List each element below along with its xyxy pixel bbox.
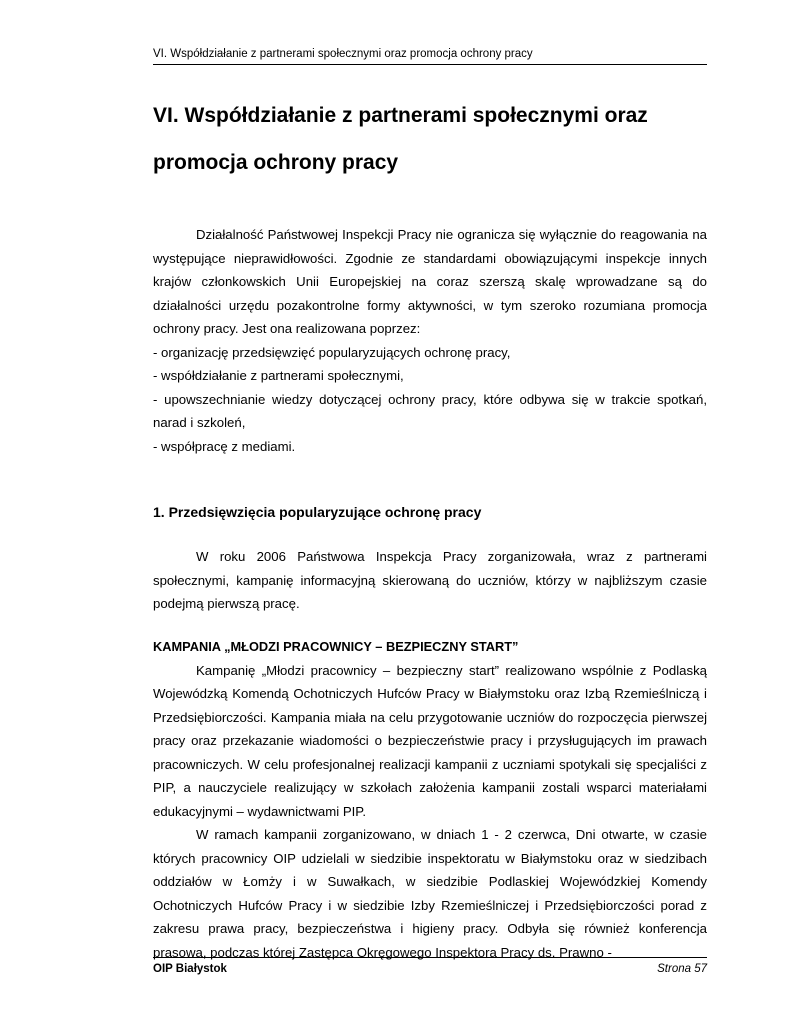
campaign-heading: KAMPANIA „MŁODZI PRACOWNICY – BEZPIECZNY START”	[153, 638, 519, 654]
chapter-title-line1: VI. Współdziałanie z partnerami społecznymi oraz	[153, 104, 648, 127]
running-header-text: VI. Współdziałanie z partnerami społecznymi oraz promocja ochrony pracy	[153, 48, 533, 60]
activity-list	[153, 341, 707, 459]
section-paragraph: W roku 2006 Państwowa Inspekcja Pracy zorganizowała, wraz z partnerami społecznymi, kampanię informacyjną skierowaną do uczniów, którzy w najbliższym czasie podejmą pierwszą pracę.	[153, 549, 707, 611]
campaign-paragraph-1: Kampanię „Młodzi pracownicy – bezpieczny start” realizowano wspólnie z Podlaską Wojewódzką Komendą Ochotniczych Hufców Pracy w Białymstoku oraz Izbą Rzemieślniczą i Przedsiębiorczości. Kampania miała na celu przygotowanie uczniów do rozpoczęcia pierwszej pracy oraz przekazanie wiadomości o bezpieczeństwie pracy i przysługujących im prawach pracowniczych. W celu profesjonalnej realizacji kampanii z uczniami spotykali się specjaliści z PIP, a nauczyciele realizujący w szkołach założenia kampanii zostali wsparci materiałami edukacyjnymi – wydawnictwami PIP.	[153, 662, 707, 819]
running-header	[153, 46, 707, 65]
list-item: - współdziałanie z partnerami społecznymi,	[153, 368, 404, 383]
page-number: Strona 57	[657, 963, 707, 975]
list-item: - współpracę z mediami.	[153, 438, 296, 454]
intro-paragraph: Działalność Państwowej Inspekcji Pracy nie ogranicza się wyłącznie do reagowania na występujące nieprawidłowości. Zgodnie ze standardami obowiązującymi inspekcje innych krajów członkowskich Unii Europejskiej na coraz szerszą skalę wprowadzane są do działalności urzędu pozakontrolne formy aktywności, w tym szeroko rozumiana promocja ochrony pracy. Jest ona realizowana poprzez:	[153, 227, 707, 336]
section-heading: 1. Przedsięwzięcia popularyzujące ochronę pracy	[153, 504, 482, 520]
list-item: - upowszechnianie wiedzy dotyczącej ochrony pracy, które odbywa się w trakcie spotkań, narad i szkoleń,	[153, 391, 707, 430]
list-item: - organizację przedsięwzięć popularyzujących ochronę pracy,	[153, 344, 511, 360]
chapter-title-line2: promocja ochrony pracy	[153, 151, 399, 174]
footer-office: OIP Białystok	[153, 963, 227, 975]
running-footer	[153, 957, 707, 977]
page-content	[153, 92, 707, 964]
campaign-paragraph-2: W ramach kampanii zorganizowano, w dniach 1 - 2 czerwca, Dni otwarte, w czasie których pracownicy OIP udzielali w siedzibie inspektoratu w Białymstoku oraz w siedzibach oddziałów w Łomży i w Suwałkach, w siedzibie Podlaskiej Wojewódzkiej Komendy Ochotniczych Hufców Pracy i w siedzibie Izby Rzemieślniczej i Przedsiębiorczości porad z zakresu prawa pracy, bezpieczeństwa i higieny pracy. Odbyła się również konferencja prasowa, podczas której Zastępca Okręgowego Inspektora Pracy ds. Prawno -	[153, 827, 707, 960]
chapter-title	[153, 92, 707, 186]
